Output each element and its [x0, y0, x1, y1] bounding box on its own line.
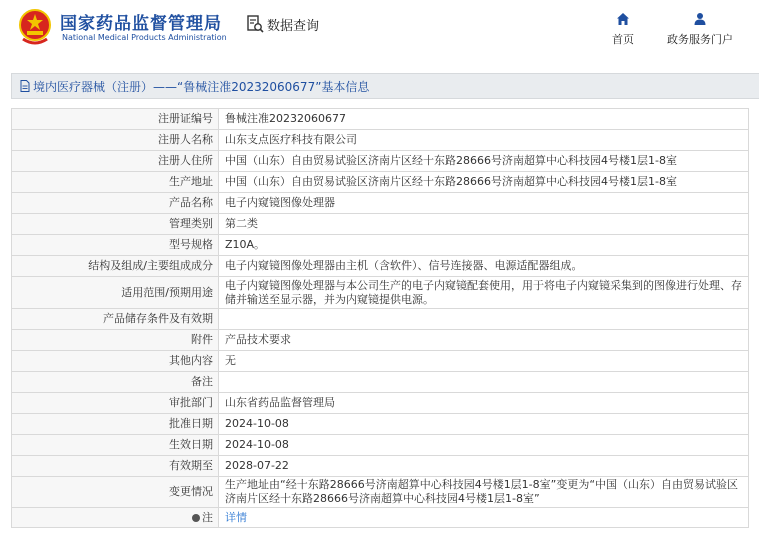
note-label: 注: [202, 510, 213, 524]
table-row: [12, 193, 749, 214]
nav-service-portal[interactable]: [660, 12, 740, 47]
field-label: 变更情况: [12, 477, 219, 508]
field-label: 适用范围/预期用途: [12, 277, 219, 309]
field-label: 生产地址: [12, 172, 219, 193]
field-label: 备注: [12, 372, 219, 393]
table-row: [12, 277, 749, 309]
record-title: 境内医疗器械（注册）——“鲁械注准20232060677”基本信息: [33, 79, 370, 94]
document-search-icon: [246, 15, 264, 33]
field-value: 电子内窥镜图像处理器: [219, 193, 749, 214]
table-row: [12, 256, 749, 277]
field-value: 电子内窥镜图像处理器由主机（含软件）、信号连接器、电源适配器组成。: [219, 256, 749, 277]
field-label: 生效日期: [12, 435, 219, 456]
table-row: [12, 393, 749, 414]
data-query-link[interactable]: [246, 14, 319, 34]
field-label: 注册人名称: [12, 130, 219, 151]
field-label: 型号规格: [12, 235, 219, 256]
data-query-label: 数据查询: [267, 18, 320, 34]
table-row: [12, 151, 749, 172]
site-title[interactable]: 国家药品监督管理局: [60, 14, 222, 34]
field-label: 注册人住所: [12, 151, 219, 172]
field-value: 第二类: [219, 214, 749, 235]
table-row: [12, 477, 749, 508]
user-icon: [693, 12, 707, 26]
field-value: [219, 508, 749, 528]
field-label: 审批部门: [12, 393, 219, 414]
table-row: [12, 235, 749, 256]
table-row: [12, 508, 749, 528]
table-row: [12, 109, 749, 130]
field-value: 鲁械注准20232060677: [219, 109, 749, 130]
table-row: [12, 372, 749, 393]
site-header: [0, 0, 759, 58]
table-row: [12, 456, 749, 477]
field-label: 注册证编号: [12, 109, 219, 130]
field-label: 管理类别: [12, 214, 219, 235]
field-label: 其他内容: [12, 351, 219, 372]
field-label-note: [12, 508, 219, 528]
national-emblem-icon[interactable]: [18, 9, 52, 47]
table-row: [12, 172, 749, 193]
bullet-icon: [192, 514, 200, 522]
field-value: 2028-07-22: [219, 456, 749, 477]
table-row: [12, 330, 749, 351]
home-icon: [616, 12, 630, 26]
field-label: 结构及组成/主要组成成分: [12, 256, 219, 277]
field-label: 产品储存条件及有效期: [12, 309, 219, 330]
table-row: [12, 130, 749, 151]
field-label: 附件: [12, 330, 219, 351]
field-value: 2024-10-08: [219, 435, 749, 456]
field-label: 有效期至: [12, 456, 219, 477]
table-row: [12, 435, 749, 456]
nav-home[interactable]: [603, 12, 643, 47]
device-info-table: [11, 108, 749, 528]
field-value: 产品技术要求: [219, 330, 749, 351]
field-value: 电子内窥镜图像处理器与本公司生产的电子内窥镜配套使用，用于将电子内窥镜采集到的图像进行处理、存储并输送至显示器，并为内窥镜提供电源。: [219, 277, 749, 309]
table-row: [12, 414, 749, 435]
nav-home-label: 首页: [612, 33, 634, 46]
document-icon: [20, 80, 30, 92]
nav-service-portal-label: 政务服务门户: [667, 33, 733, 46]
field-value: 中国（山东）自由贸易试验区济南片区经十东路28666号济南超算中心科技园4号楼1层1-8室: [219, 172, 749, 193]
details-link[interactable]: 详情: [225, 510, 247, 524]
field-value: 无: [219, 351, 749, 372]
table-row: [12, 309, 749, 330]
field-value: 生产地址由“经十东路28666号济南超算中心科技园4号楼1层1-8室”变更为“中国（山东）自由贸易试验区济南片区经十东路28666号济南超算中心科技园4号楼1层1-8室”: [219, 477, 749, 508]
field-value: 2024-10-08: [219, 414, 749, 435]
site-subtitle: National Medical Products Administration: [62, 33, 227, 42]
field-value: 中国（山东）自由贸易试验区济南片区经十东路28666号济南超算中心科技园4号楼1层1-8室: [219, 151, 749, 172]
table-row: [12, 214, 749, 235]
field-label: 产品名称: [12, 193, 219, 214]
field-value: [219, 372, 749, 393]
field-value: [219, 309, 749, 330]
field-value: Z10A。: [219, 235, 749, 256]
table-row: [12, 351, 749, 372]
field-value: 山东省药品监督管理局: [219, 393, 749, 414]
field-label: 批准日期: [12, 414, 219, 435]
field-value: 山东支点医疗科技有限公司: [219, 130, 749, 151]
record-title-bar: [11, 73, 759, 99]
